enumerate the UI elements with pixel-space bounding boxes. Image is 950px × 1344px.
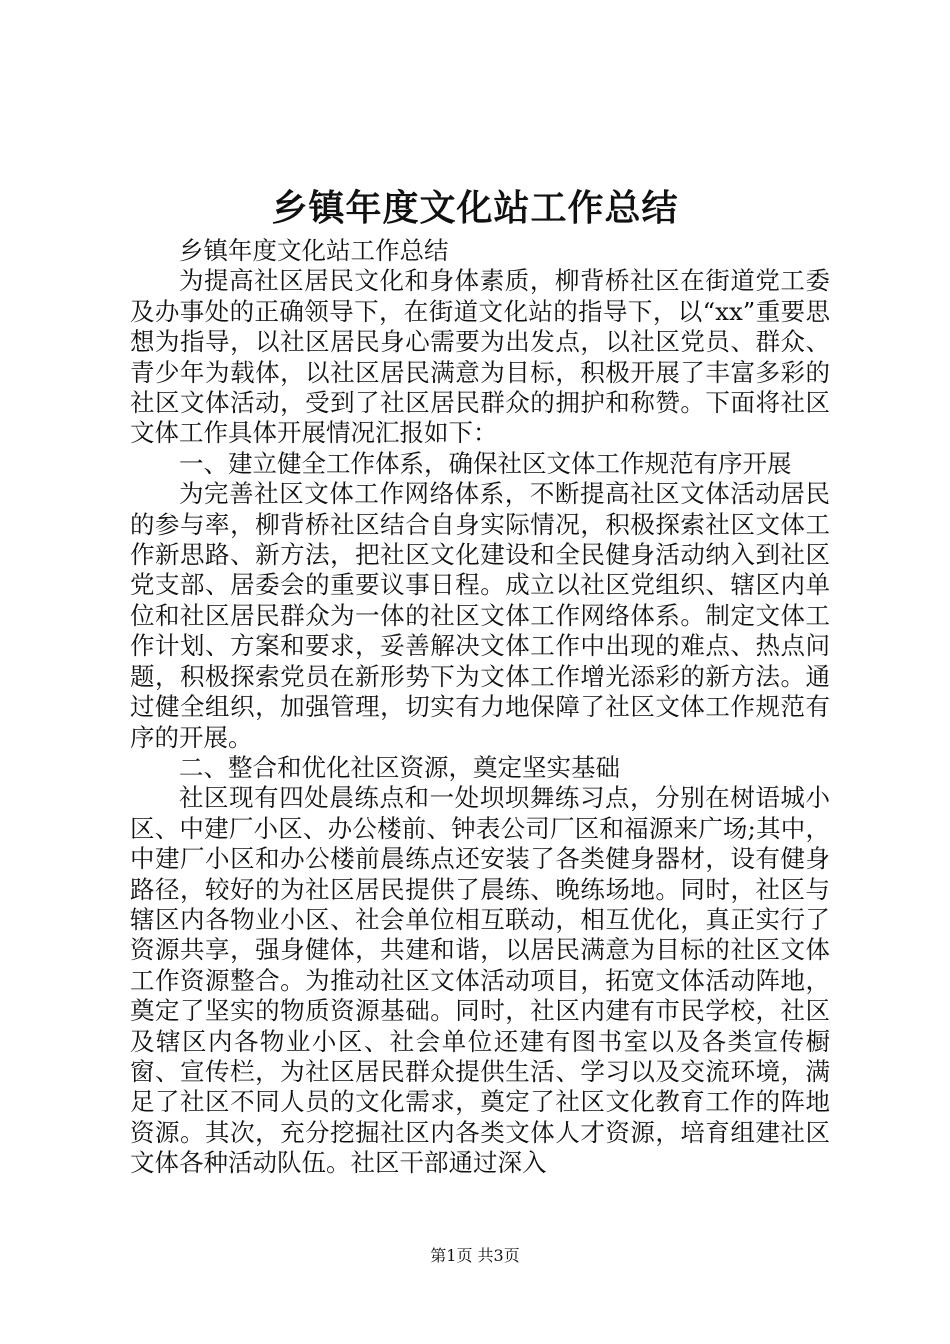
document-title: 乡镇年度文化站工作总结 [271, 187, 679, 229]
page-footer: 第1页 共3页 [430, 1246, 520, 1265]
paragraph-intro: 为提高社区居民文化和身体素质，柳背桥社区在街道党工委及办事处的正确领导下，在街道文化站的指导下，以“xx”重要思想为指导，以社区居民身心需要为出发点，以社区党员、群众、青少年为载体，以社区居民满意为目标，积极开展了丰富多彩的社区文体活动，受到了社区居民群众的拥护和称赞。下面将社区文体工作具体开展情况汇报如下： [130, 266, 830, 448]
paragraph-section-2: 社区现有四处晨练点和一处坝坝舞练习点，分别在树语城小区、中建厂小区、办公楼前、钟表公司厂区和福源来广场;其中，中建厂小区和办公楼前晨练点还安装了各类健身器材，设有健身路径，较好的为社区居民提供了晨练、晚练场地。同时，社区与辖区内各物业小区、社会单位相互联动，相互优化，真正实行了资源共享，强身健体，共建和谐，以居民满意为目标的社区文体工作资源整合。为推动社区文体活动项目，拓宽文体活动阵地，奠定了坚实的物质资源基础。同时，社区内建有市民学校，社区及辖区内各物业小区、社会单位还建有图书室以及各类宣传橱窗、宣传栏，为社区居民群众提供生活、学习以及交流环境，满足了社区不同人员的文化需求，奠定了社区文化教育工作的阵地资源。其次，充分挖掘社区内各类文体人才资源，培育组建社区文体各种活动队伍。社区干部通过深入 [130, 783, 830, 1178]
paragraph-subtitle: 乡镇年度文化站工作总结 [179, 236, 449, 265]
section-heading-2: 二、整合和优化社区资源，奠定坚实基础 [179, 752, 620, 782]
section-heading-1: 一、建立健全工作体系，确保社区文体工作规范有序开展 [179, 448, 792, 478]
document-body [130, 236, 830, 1179]
paragraph-section-1: 为完善社区文体工作网络体系，不断提高社区文体活动居民的参与率，柳背桥社区结合自身实际情况，积极探索社区文体工作新思路、新方法，把社区文化建设和全民健身活动纳入到社区党支部、居委会的重要议事日程。成立以社区党组织、辖区内单位和社区居民群众为一体的社区文体工作网络体系。制定文体工作计划、方案和要求，妥善解决文体工作中出现的难点、热点问题，积极探索党员在新形势下为文体工作增光添彩的新方法。通过健全组织，加强管理，切实有力地保障了社区文体工作规范有序的开展。 [130, 479, 830, 752]
